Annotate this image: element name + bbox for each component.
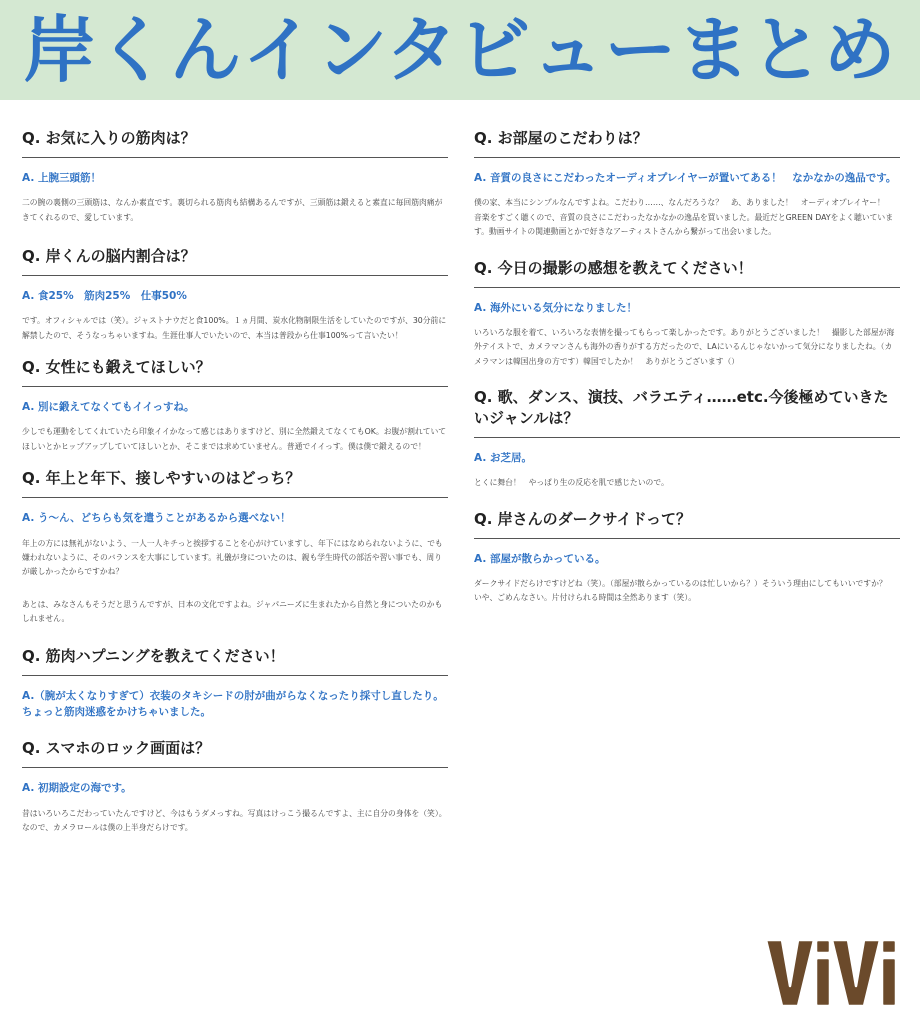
answer-text: A. 上腕三頭筋！ bbox=[22, 172, 101, 184]
body-paragraph: です。オフィシャルでは（笑）。ジャストナウだと食100%。１ヵ月間、炭水化物制限生活をしていたのですが、30分前に解禁したので、そうなっちゃいますね。生涯仕事人でいたいので、本当は普段から仕事100%って言いたい！ bbox=[22, 316, 447, 340]
question-heading: Q. お部屋のこだわりは？ bbox=[474, 128, 900, 158]
qa-item-room bbox=[474, 128, 900, 240]
qa-item-shooting-impression bbox=[474, 258, 900, 370]
right-column bbox=[474, 128, 900, 606]
qa-item-dark-side bbox=[474, 509, 900, 606]
answer-text: A. 食25% 筋肉25% 仕事50% bbox=[22, 290, 187, 303]
answer-body bbox=[22, 196, 448, 225]
qa-item-favorite-muscle bbox=[22, 128, 448, 225]
header-banner bbox=[0, 0, 920, 100]
body-paragraph: 年上の方には無礼がないよう、一人一人キチっと挨拶することを心がけていますし、年下にはなめられないように、でも嫌われないように、そのバランスを大事にしています。礼儀が身についたのは、親も学生時代の部活や習い事でも、周りが厳しかったからですかね？ bbox=[22, 538, 443, 577]
answer-text: A. 初期設定の海です。 bbox=[22, 782, 132, 795]
question-heading: Q. スマホのロック画面は？ bbox=[22, 738, 448, 768]
answer-text: A. 音質の良さにこだわったオーディオプレイヤーが置いてある！ なかなかの逸品です。 bbox=[474, 172, 897, 184]
body-paragraph: いろいろな服を着て、いろいろな表情を撮ってもらって楽しかったです。ありがとうございました！ 撮影した部屋が海外テイストで、カメラマンさんも海外の香りがする方だったので、LAにいるんじゃないかって気分になりましたね。（カメラマンは韓国出身の方です）韓国でしたか！ ありがとうございます（） bbox=[474, 327, 895, 366]
question-heading: Q. 女性にも鍛えてほしい？ bbox=[22, 357, 448, 387]
page-title: 岸くんインタビューまとめ bbox=[23, 8, 897, 92]
answer-body bbox=[22, 314, 448, 343]
qa-item-women-training bbox=[22, 357, 448, 454]
qa-item-older-younger bbox=[22, 468, 448, 626]
answer-body bbox=[474, 476, 900, 490]
body-paragraph: 僕の家、本当にシンプルなんですよね。こだわり……、なんだろうな？ あ、ありました！ オーディオプレイヤー！ 音楽をすごく聴くので、音質の良さにこだわったなかなかの逸品を買いました。最近だとGREEN DAYをよく聴いています。動画サイトの関連動画とかで好きなアーティストさんから繋がって出会いました。 bbox=[474, 198, 893, 237]
answer-text: A.（腕が太くなりすぎて）衣装のタキシードの肘が曲がらなくなったり採寸し直したり。ちょっと筋肉迷惑をかけちゃいました。 bbox=[22, 689, 444, 718]
qa-item-brain-ratio bbox=[22, 246, 448, 343]
left-column bbox=[22, 128, 448, 835]
answer-text: A. 別に鍛えてなくてもイイっすね。 bbox=[22, 401, 195, 414]
body-paragraph: 昔はいろいろこだわっていたんですけど、今はもうダメっすね。写真はけっこう撮るんですよ、主に自分の身体を（笑）。なので、カメラロールは僕の上半身だらけです。 bbox=[22, 808, 447, 832]
question-heading: Q. 筋肉ハプニングを教えてください！ bbox=[22, 646, 448, 676]
qa-item-muscle-happening bbox=[22, 646, 448, 721]
question-heading: Q. 岸くんの脳内割合は？ bbox=[22, 246, 448, 276]
answer-body bbox=[22, 537, 448, 627]
question-heading: Q. 今日の撮影の感想を教えてください！ bbox=[474, 258, 900, 288]
answer-text: A. お芝居。 bbox=[474, 452, 532, 465]
vivi-logo bbox=[764, 934, 898, 1010]
body-paragraph: 少しでも運動をしてくれていたら印象イイかなって感じはありますけど、別に全然鍛えてなくてもOK。お腹が割れていてほしいとかヒップアップしていてほしいとか、そこまでは求めていません。普通でイイっす。僕は僕で鍛えるので！ bbox=[22, 427, 447, 451]
body-paragraph: とくに舞台！ やっぱり生の反応を肌で感じたいので。 bbox=[474, 478, 669, 488]
answer-text: A. 部屋が散らかっている。 bbox=[474, 552, 606, 565]
qa-item-future-genre bbox=[474, 387, 900, 491]
question-heading: Q. 年上と年下、接しやすいのはどっち？ bbox=[22, 468, 448, 498]
answer-body bbox=[474, 326, 900, 369]
qa-item-lock-screen bbox=[22, 738, 448, 835]
question-heading: Q. 岸さんのダークサイドって？ bbox=[474, 509, 900, 539]
answer-body bbox=[22, 425, 448, 454]
question-heading: Q. 歌、ダンス、演技、バラエティ……etc.今後極めていきたいジャンルは？ bbox=[474, 387, 900, 438]
answer-text: A. 海外にいる気分になりました！ bbox=[474, 301, 637, 314]
answer-body bbox=[474, 196, 900, 239]
body-paragraph: 二の腕の裏側の三頭筋は、なんか素直です。裏切られる筋肉も結構あるんですが、三頭筋は鍛えると素直に毎回筋肉痛がきてくれるので、愛しています。 bbox=[22, 198, 443, 222]
answer-body bbox=[474, 577, 900, 606]
body-paragraph: ダークサイドだらけですけどね（笑）。（部屋が散らかっているのは忙しいから？）そういう理由にしてもいいですか？ いや、ごめんなさい。片付けられる時間は全然あります（笑）。 bbox=[474, 579, 895, 603]
question-heading: Q. お気に入りの筋肉は？ bbox=[22, 128, 448, 158]
answer-text: A. う〜ん、どちらも気を遣うことがあるから選べない！ bbox=[22, 512, 291, 525]
answer-body bbox=[22, 807, 448, 836]
body-paragraph: あとは、みなさんもそうだと思うんですが、日本の文化ですよね。ジャパニーズに生まれたから自然と身についたのかもしれません。 bbox=[22, 599, 443, 624]
